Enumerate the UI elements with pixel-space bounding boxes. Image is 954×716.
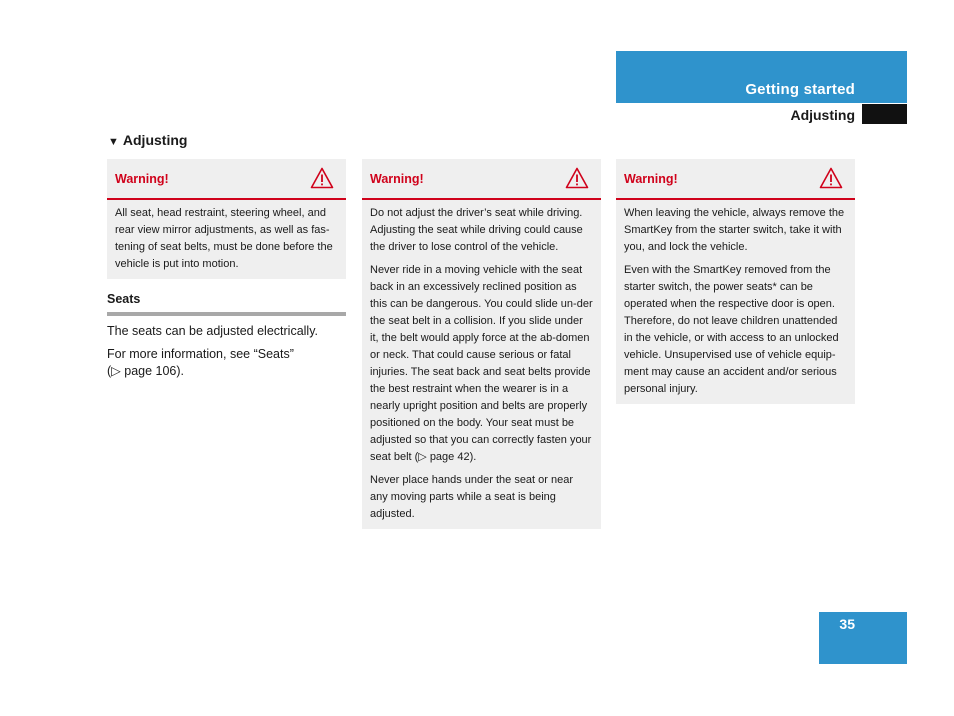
chapter-title: Getting started bbox=[745, 81, 855, 98]
seats-text bbox=[107, 323, 346, 386]
warning-header bbox=[616, 159, 855, 200]
section-marker-block bbox=[862, 104, 907, 124]
warning-triangle-icon bbox=[565, 167, 589, 189]
section-heading-text: Adjusting bbox=[122, 132, 188, 148]
warning-label: Warning! bbox=[624, 172, 678, 186]
seats-paragraph: The seats can be adjusted electrically. bbox=[107, 324, 318, 338]
warning-paragraph: Never ride in a moving vehicle with the seat back in an excessively reclined position as this can be dangerous. You could slide un-der the seat belt in a collision. If you slide under it, the belt would apply force at the ab-domen or neck. That could cause serious or fatal injuries. The seat back and seat belts provide the best restraint when the wearer is in a nearly upright position and belts are properly positioned on the body. Your seat must be adjusted so that you can correctly fasten your seat belt (▷ page 42). bbox=[370, 264, 593, 463]
chapter-tab bbox=[616, 51, 907, 103]
warning-header bbox=[107, 159, 346, 200]
warning-paragraph: Do not adjust the driver’s seat while driving. Adjusting the seat while driving could cause the driver to lose control of the vehicle. bbox=[370, 207, 583, 253]
warning-box-2 bbox=[362, 159, 601, 529]
seats-heading: Seats bbox=[107, 292, 346, 316]
warning-triangle-icon bbox=[819, 167, 843, 189]
warning-paragraph: Even with the SmartKey removed from the starter switch, the power seats* can be operated when the respective door is open. Therefore, do not leave children unattended in the vehicle, or with access to an unlocked vehicle. Unsupervised use of vehicle equip-ment may cause an accident and/or serious personal injury. bbox=[624, 264, 839, 395]
warning-body bbox=[616, 200, 855, 404]
warning-body bbox=[107, 200, 346, 279]
warning-label: Warning! bbox=[370, 172, 424, 186]
section-tab bbox=[616, 103, 907, 125]
section-marker-icon: ▼ bbox=[108, 136, 119, 148]
warning-box-3 bbox=[616, 159, 855, 404]
section-heading bbox=[108, 132, 187, 148]
warning-box-1 bbox=[107, 159, 346, 279]
warning-label: Warning! bbox=[115, 172, 169, 186]
page-number-box bbox=[819, 612, 907, 664]
page-link[interactable]: (▷ page 106). bbox=[107, 364, 185, 378]
page-number: 35 bbox=[839, 616, 855, 632]
warning-paragraph: When leaving the vehicle, always remove the SmartKey from the starter switch, take it with you, and lock the vehicle. bbox=[624, 207, 845, 253]
warning-paragraph: All seat, head restraint, steering wheel, and rear view mirror adjustments, as well as fas-tening of seat belts, must be done before the vehicle is put into motion. bbox=[115, 207, 333, 270]
warning-paragraph: Never place hands under the seat or near any moving parts while a seat is being adjusted. bbox=[370, 474, 574, 520]
warning-body bbox=[362, 200, 601, 529]
seats-reference-line1: For more information, see “Seats” bbox=[107, 347, 294, 361]
warning-triangle-icon bbox=[310, 167, 334, 189]
section-tab-label: Adjusting bbox=[790, 107, 855, 123]
seats-reference bbox=[107, 346, 346, 380]
warning-header bbox=[362, 159, 601, 200]
